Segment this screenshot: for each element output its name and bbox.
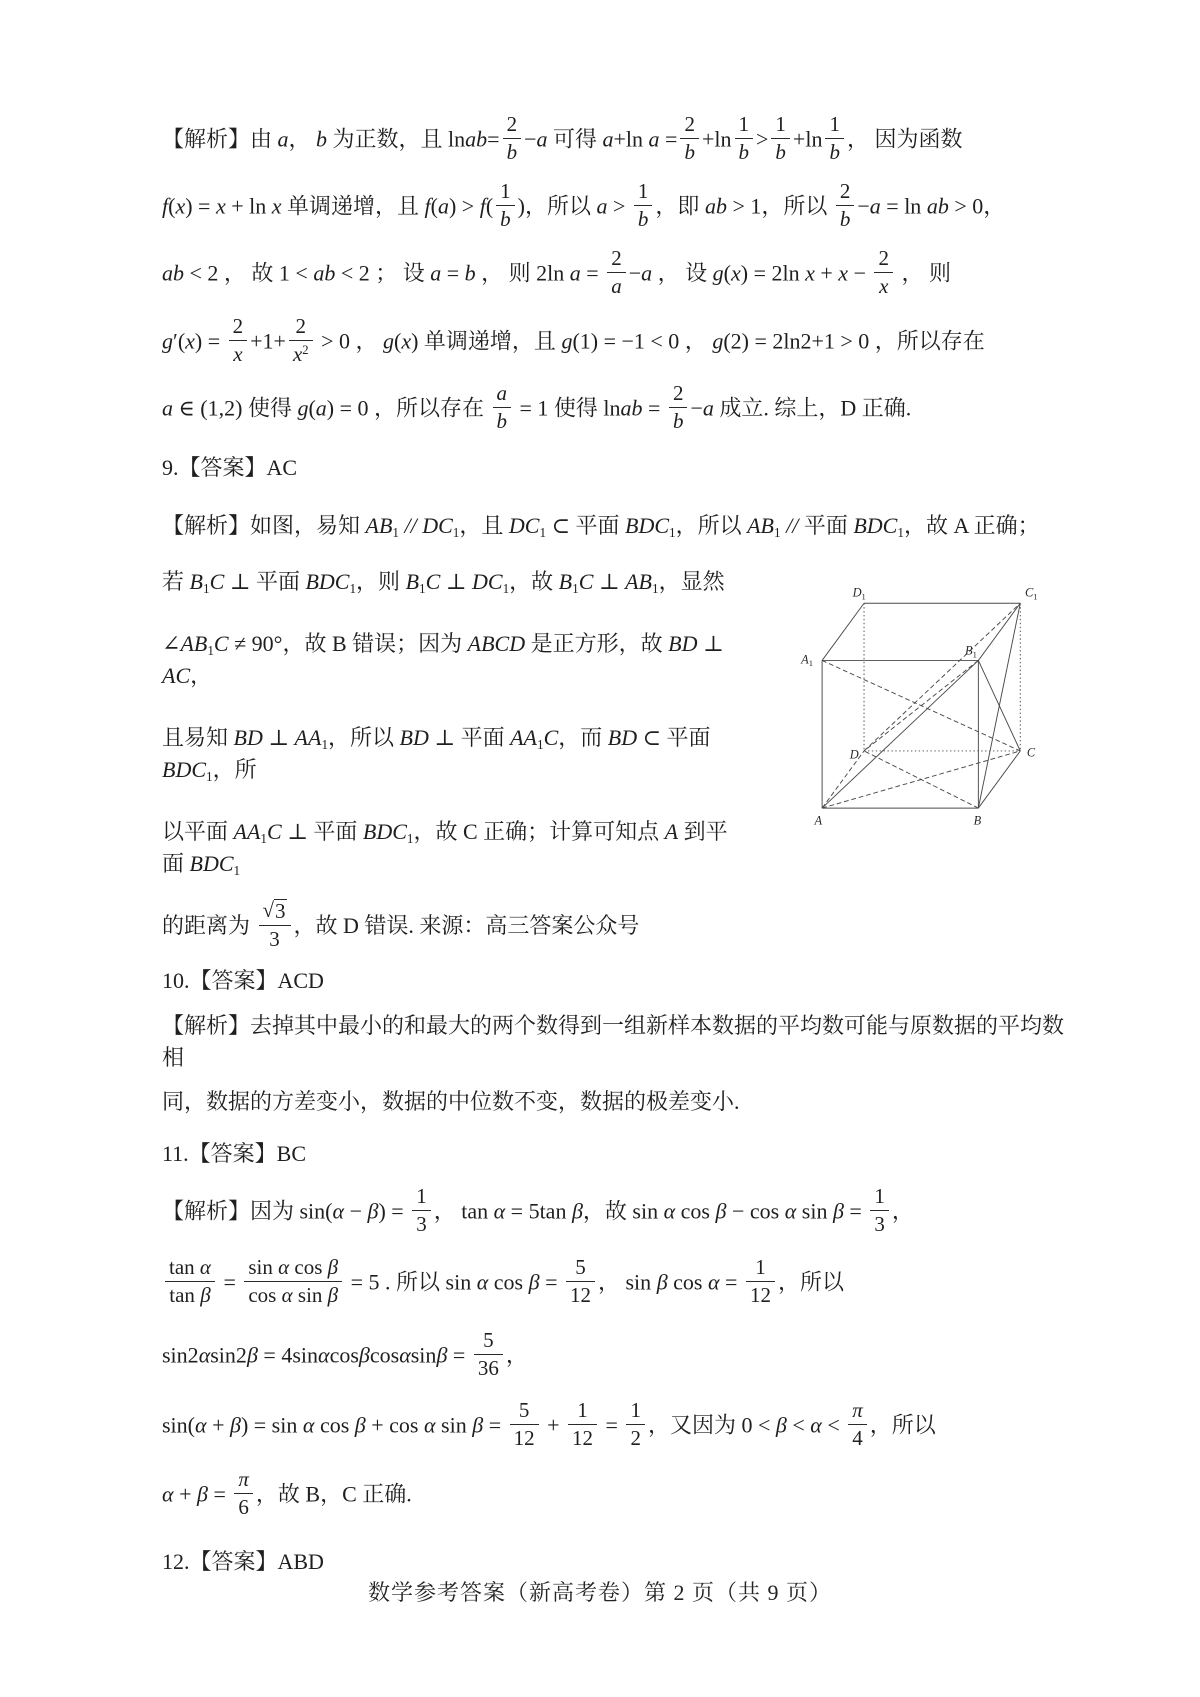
q11-answer: 11.【答案】BC	[162, 1141, 307, 1167]
q12-answer: 12.【答案】ABD	[162, 1548, 324, 1574]
q10-answer: 10.【答案】ACD	[162, 967, 324, 993]
cube-vertex-label: A	[814, 813, 823, 828]
q11-analysis-line-2: $\frac{\text{tan α}}{\text{tan β}}$ = $\frac{\text{sin α cos β}}{\text{cos α sin β}}$ = 5 . 所以 sin α cos β = $\frac{5}{12}$ ， sin β cos α = $\frac{1}{12}$ ，所以	[162, 1259, 1064, 1310]
cube-figure	[746, 568, 1064, 830]
question-8-analysis	[162, 112, 1064, 436]
page-footer: 数学参考答案（新高考卷）第 2 页（共 9 页）	[367, 1580, 832, 1605]
q9-analysis-line-2: 若 B1C ⊥ 平面 BDC1，则 B1C ⊥ DC1，故 B1C ⊥ AB1，显然	[162, 568, 725, 596]
cube-vertex-label: $A_1$	[801, 652, 813, 669]
q11-analysis-line-3: sin2αsin2β = 4sinαcosβcosαsinβ = $\frac{5}{36}$ ，	[162, 1328, 528, 1381]
q9-analysis-line-1: 【解析】如图，易知 AB1 // DC1，且 DC1 ⊂ 平面 BDC1，所以 AB1 // 平面 BDC1，故 A 正确；	[162, 512, 1040, 540]
cube-svg	[746, 568, 1064, 830]
q8-analysis-line-4: g′(x) = $\frac{2}{x}$ +1+ $\frac{2}{x^2}$ > 0 ， g(x) 单调递增，且 g(1) = −1 < 0 ， g(2) = 2ln2+1 > 0 ，所以存在	[162, 313, 985, 366]
q9-analysis-line-5: 以平面 AA1C ⊥ 平面 BDC1，故 C 正确；计算可知点 A 到平面 BDC1	[162, 819, 728, 879]
q8-analysis-line-1: 【解析】由 a， b 为正数，且 lnab= $\frac{2}{b}$ −a 可得 a+ln a = $\frac{2}{b}$ +ln $\frac{1}{b}$ > $\frac{1}{b}$ +ln $\frac{1}{b}$ ， 因为函数	[162, 112, 963, 165]
cube-vertex-label: C	[1026, 745, 1036, 760]
cube-hidden-diagonal	[864, 660, 978, 751]
q9-analysis-line-3: ∠AB1C ≠ 90°，故 B 错误；因为 ABCD 是正方形，故 BD ⊥ AC，	[162, 631, 724, 689]
q9-analysis-line-4: 且易知 BD ⊥ AA1，所以 BD ⊥ 平面 AA1C，而 BD ⊂ 平面 BDC1，所	[162, 725, 711, 785]
cube-diagonal	[822, 660, 978, 808]
q8-analysis-line-3: ab < 2 ， 故 1 < ab < 2 ； 设 a = b ， 则 2ln a = $\frac{2}{a}$ −a ， 设 g(x) = 2ln x + x − $\frac{2}{x}$ ， 则	[162, 246, 951, 299]
q8-analysis-line-2: f(x) = x + ln x 单调递增，且 f(a) > f( $\frac{1}{b}$ )，所以 a > $\frac{1}{b}$ ，即 ab > 1，所以 $\frac{2}{b}$ −a = ln ab > 0，	[162, 179, 1006, 232]
q11-analysis-line-1: 【解析】因为 sin(α − β) = $\frac{1}{3}$ ， tan α = 5tan β，故 sin α cos β − cos α sin β = $\frac{1}{3}$ ，	[162, 1184, 914, 1237]
cube-vertex-label: D	[849, 747, 859, 762]
cube-vertex-label: $B_1$	[965, 643, 977, 660]
q9-analysis-line-6: 的距离为 $\frac{√3}{3}$ ，故 D 错误. 来源：高三答案公众号	[162, 898, 640, 952]
cube-vertex-label: $D_1$	[852, 585, 866, 602]
cube-hidden-diagonal	[864, 603, 1020, 751]
cube-edge	[822, 603, 864, 660]
q10-analysis-line-2: 同，数据的方差变小，数据的中位数不变，数据的极差变小.	[162, 1089, 740, 1115]
cube-hidden-diagonal	[864, 751, 978, 808]
cube-diagonal	[978, 660, 1020, 751]
cube-vertex-label: B	[973, 813, 982, 828]
q8-analysis-line-5: a ∈ (1,2) 使得 g(a) = 0 ，所以存在 $\frac{a}{b}$ = 1 使得 lnab = $\frac{2}{b}$ −a 成立. 综上，D 正确.	[162, 380, 912, 433]
q11-analysis-line-5: α + β = $\frac{\pi}{6}$ ，故 B，C 正确.	[162, 1466, 412, 1519]
cube-vertex-label: $C_1$	[1025, 585, 1038, 602]
q9-answer: 9.【答案】AC	[162, 454, 298, 480]
q10-analysis-line-1: 【解析】去掉其中最小的和最大的两个数得到一组新样本数据的平均数可能与原数据的平均数相	[162, 1013, 1065, 1071]
question-9-analysis	[162, 510, 1064, 955]
question-10-analysis	[162, 1010, 1064, 1118]
q11-analysis-line-4: sin(α + β) = sin α cos β + cos α sin β = $\frac{5}{12}$ + $\frac{1}{12}$ = $\frac{1}{2}$ ，又因为 0 < β < α < $\frac{\pi}{4}$ ，所以	[162, 1397, 936, 1450]
question-11-analysis	[162, 1184, 1064, 1522]
